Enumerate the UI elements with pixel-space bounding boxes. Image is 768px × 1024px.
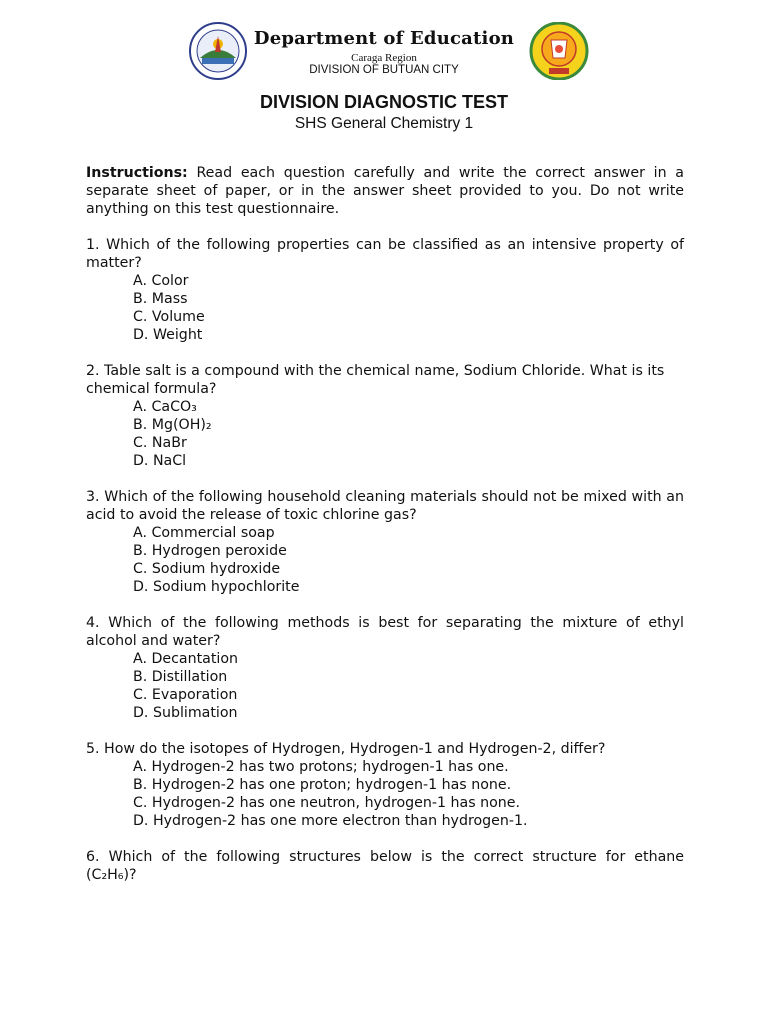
question-2-option: C. NaBr	[133, 435, 187, 451]
questionnaire-body	[86, 164, 684, 884]
question-5-option: A. Hydrogen-2 has two protons; hydrogen-1 has one.	[133, 759, 509, 775]
instructions	[86, 164, 684, 218]
question-4: 4. Which of the following methods is best for separating the mixture of ethyl alcohol and water?	[86, 615, 684, 649]
question-3-option: B. Hydrogen peroxide	[133, 543, 287, 559]
letterhead	[0, 0, 768, 80]
question-6: 6. Which of the following structures below is the correct structure for ethane (C₂H₆)?	[86, 849, 684, 883]
question-3-option: C. Sodium hydroxide	[133, 561, 281, 577]
question-4-option: D. Sublimation	[133, 705, 238, 721]
question-3-option: A. Commercial soap	[133, 525, 275, 541]
question-1-option: C. Volume	[133, 309, 205, 325]
question-2-option: B. Mg(OH)₂	[133, 417, 212, 433]
question-4-option: A. Decantation	[133, 651, 239, 667]
instructions-label: Instructions:	[86, 165, 188, 181]
instructions-text: Read each question carefully and write the correct answer in a separate sheet of paper, or in the answer sheet provided to you. Do not write anything on this test questionnaire.	[86, 165, 684, 217]
question-5: 5. How do the isotopes of Hydrogen, Hydrogen-1 and Hydrogen-2, differ?	[86, 741, 606, 757]
question-5-option: B. Hydrogen-2 has one proton; hydrogen-1 has none.	[133, 777, 512, 793]
question-4-option: B. Distillation	[133, 669, 228, 685]
question-1-option: B. Mass	[133, 291, 188, 307]
question-5-option: D. Hydrogen-2 has one more electron than hydrogen-1.	[133, 813, 528, 829]
test-subtitle: SHS General Chemistry 1	[294, 115, 474, 132]
test-title: DIVISION DIAGNOSTIC TEST	[259, 92, 509, 112]
question-2-line1: 2. Table salt is a compound with the chemical name, Sodium Chloride. What is its	[86, 363, 665, 379]
question-1-option: A. Color	[133, 273, 189, 289]
question-1-option: D. Weight	[133, 327, 203, 343]
question-2-line2: chemical formula?	[86, 381, 217, 397]
question-3-option: D. Sodium hypochlorite	[133, 579, 300, 595]
division-name: DIVISION OF BUTUAN CITY	[309, 64, 459, 76]
question-5-option: C. Hydrogen-2 has one neutron, hydrogen-1 has none.	[133, 795, 521, 811]
question-2-option: D. NaCl	[133, 453, 187, 469]
question-2-option: A. CaCO₃	[133, 399, 197, 415]
question-1: 1. Which of the following properties can be classified as an intensive property of matter?	[86, 237, 684, 271]
question-4-option: C. Evaporation	[133, 687, 238, 703]
department-name: Department of Education	[253, 28, 515, 49]
question-3: 3. Which of the following household cleaning materials should not be mixed with an acid to avoid the release of toxic chlorine gas?	[86, 489, 684, 523]
region-name: Caraga Region	[351, 52, 417, 64]
